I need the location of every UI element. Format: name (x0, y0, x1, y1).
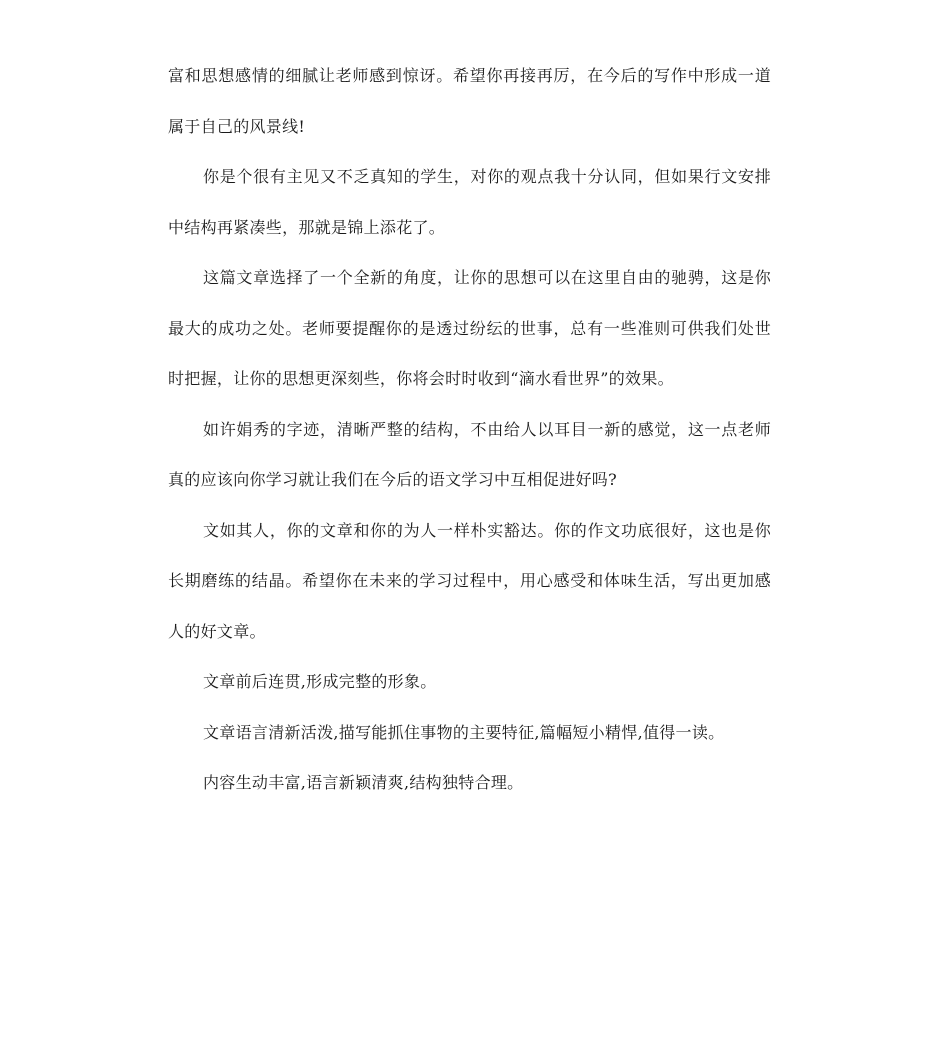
paragraph-5: 文如其人，你的文章和你的为人一样朴实豁达。你的作文功底很好，这也是你长期磨练的结晶。希望你在未来的学习过程中，用心感受和体味生活，写出更加感人的好文章。 (168, 520, 771, 641)
paragraph-6: 文章前后连贯,形成完整的形象。 (203, 672, 437, 691)
document-page (168, 51, 771, 809)
paragraph-2: 你是个很有主见又不乏真知的学生，对你的观点我十分认同，但如果行文安排中结构再紧凑些，那就是锦上添花了。 (168, 167, 771, 237)
paragraph-3: 这篇文章选择了一个全新的角度，让你的思想可以在这里自由的驰骋，这是你最大的成功之处。老师要提醒你的是透过纷纭的世事，总有一些准则可供我们处世时把握，让你的思想更深刻些，你将会时时收到“滴水看世界”的效果。 (168, 268, 771, 388)
paragraph-1: 富和思想感情的细腻让老师感到惊讶。希望你再接再厉，在今后的写作中形成一道属于自己的风景线! (168, 66, 771, 136)
paragraph-4: 如许娟秀的字迹，清晰严整的结构，不由给人以耳目一新的感觉，这一点老师真的应该向你学习就让我们在今后的语文学习中互相促进好吗? (168, 419, 771, 489)
paragraph-7: 文章语言清新活泼,描写能抓住事物的主要特征,篇幅短小精悍,值得一读。 (203, 722, 725, 742)
paragraph-8: 内容生动丰富,语言新颖清爽,结构独特合理。 (203, 773, 524, 792)
